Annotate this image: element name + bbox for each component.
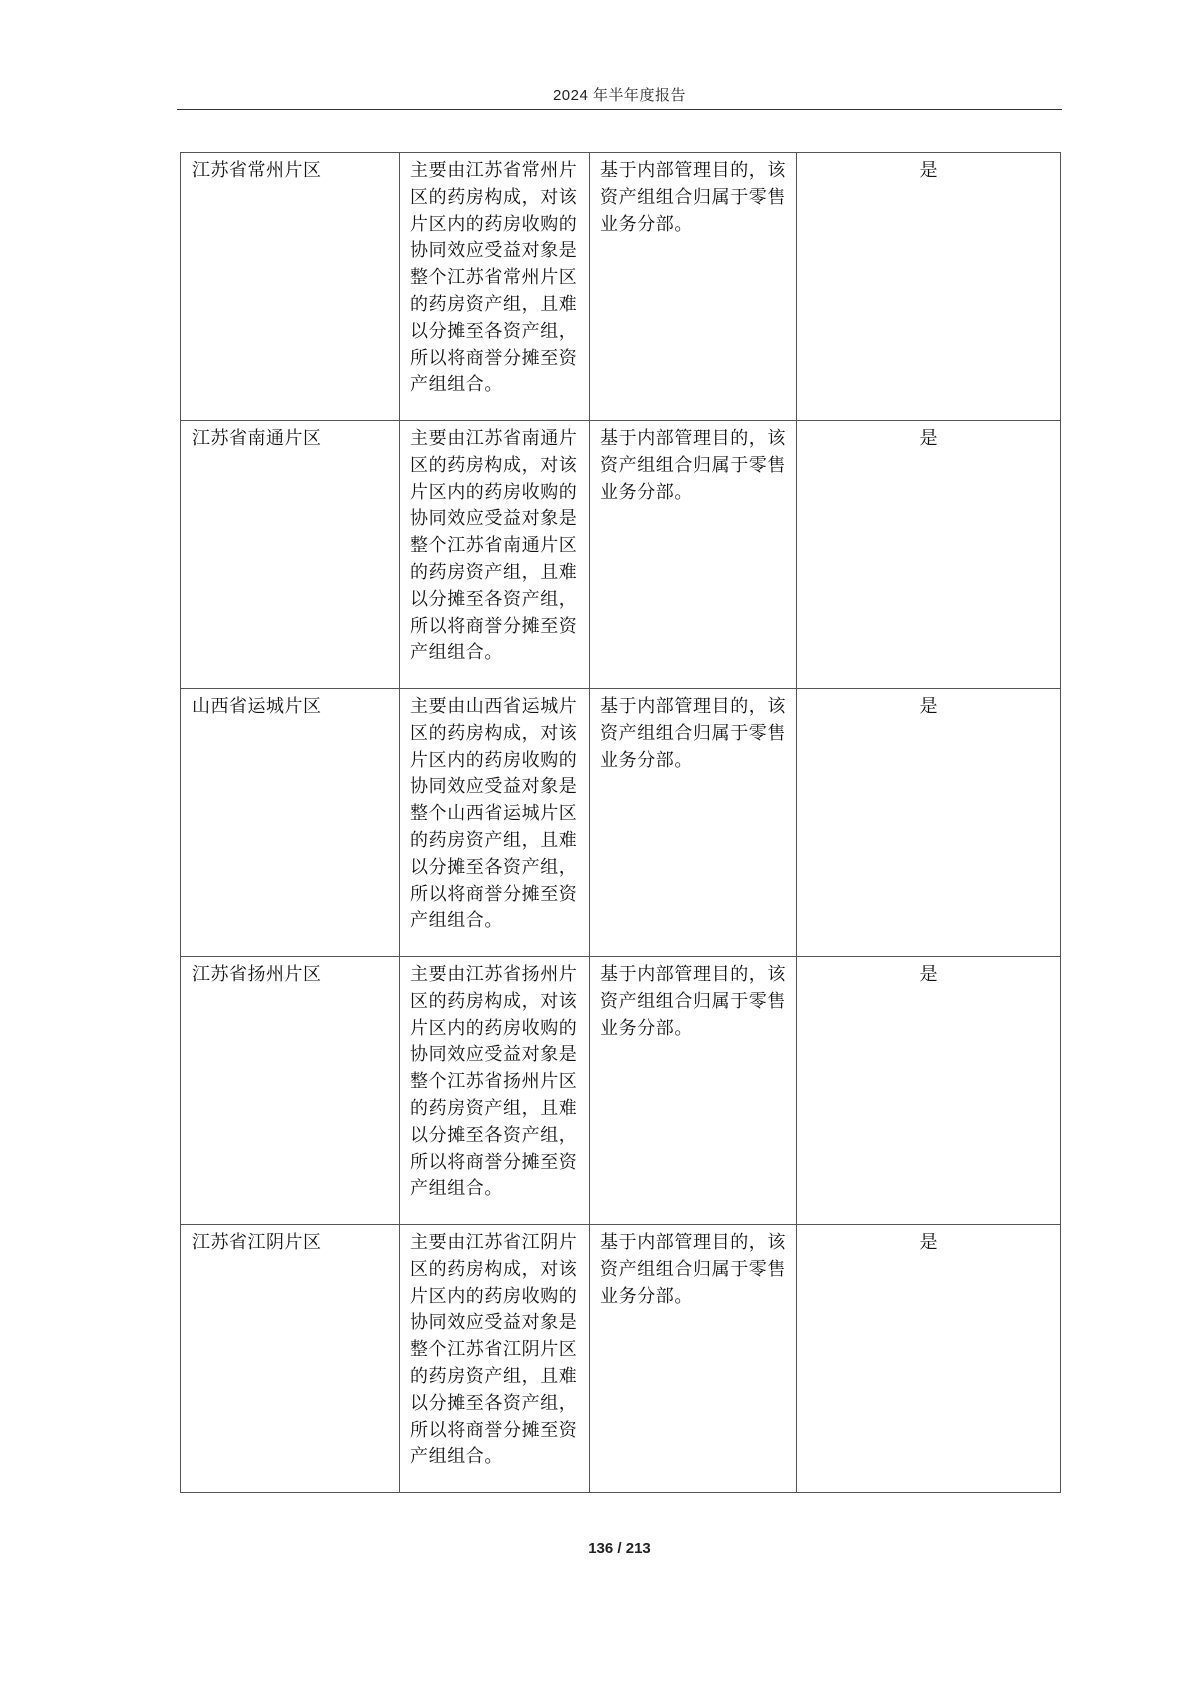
composition-description-cell: 主要由山西省运城片区的药房构成，对该片区内的药房收购的协同效应受益对象是整个山西省运城片区的药房资产组，且难以分摊至各资产组，所以将商誉分摊至资产组组合。 — [400, 689, 590, 957]
table-row — [181, 1225, 1061, 1493]
table-row — [181, 421, 1061, 689]
composition-description-cell: 主要由江苏省南通片区的药房构成，对该片区内的药房收购的协同效应受益对象是整个江苏省南通片区的药房资产组，且难以分摊至各资产组，所以将商誉分摊至资产组组合。 — [400, 421, 590, 689]
consistency-flag-cell: 是 — [797, 421, 1061, 689]
segment-basis-cell: 基于内部管理目的，该资产组组合归属于零售业务分部。 — [590, 153, 797, 421]
region-name-cell: 江苏省常州片区 — [181, 153, 400, 421]
report-header-title: 2024 年半年度报告 — [552, 87, 687, 104]
region-name-cell: 山西省运城片区 — [181, 689, 400, 957]
page-number: 136 / 213 — [588, 1540, 651, 1557]
consistency-flag-cell: 是 — [797, 689, 1061, 957]
consistency-flag-cell: 是 — [797, 153, 1061, 421]
region-name-cell: 江苏省南通片区 — [181, 421, 400, 689]
segment-basis-cell: 基于内部管理目的，该资产组组合归属于零售业务分部。 — [590, 1225, 797, 1493]
consistency-flag-cell: 是 — [797, 1225, 1061, 1493]
composition-description-cell: 主要由江苏省江阴片区的药房构成，对该片区内的药房收购的协同效应受益对象是整个江苏省江阴片区的药房资产组，且难以分摊至各资产组，所以将商誉分摊至资产组组合。 — [400, 1225, 590, 1493]
consistency-flag-cell: 是 — [797, 957, 1061, 1225]
region-name-cell: 江苏省江阴片区 — [181, 1225, 400, 1493]
segment-basis-cell: 基于内部管理目的，该资产组组合归属于零售业务分部。 — [590, 957, 797, 1225]
table-row — [181, 957, 1061, 1225]
composition-description-cell: 主要由江苏省常州片区的药房构成，对该片区内的药房收购的协同效应受益对象是整个江苏省常州片区的药房资产组，且难以分摊至各资产组，所以将商誉分摊至资产组组合。 — [400, 153, 590, 421]
segment-basis-cell: 基于内部管理目的，该资产组组合归属于零售业务分部。 — [590, 421, 797, 689]
goodwill-allocation-table — [180, 152, 1061, 1493]
table-row — [181, 689, 1061, 957]
segment-basis-cell: 基于内部管理目的，该资产组组合归属于零售业务分部。 — [590, 689, 797, 957]
composition-description-cell: 主要由江苏省扬州片区的药房构成，对该片区内的药房收购的协同效应受益对象是整个江苏省扬州片区的药房资产组，且难以分摊至各资产组，所以将商誉分摊至资产组组合。 — [400, 957, 590, 1225]
header-divider — [177, 109, 1062, 110]
table-row — [181, 153, 1061, 421]
region-name-cell: 江苏省扬州片区 — [181, 957, 400, 1225]
